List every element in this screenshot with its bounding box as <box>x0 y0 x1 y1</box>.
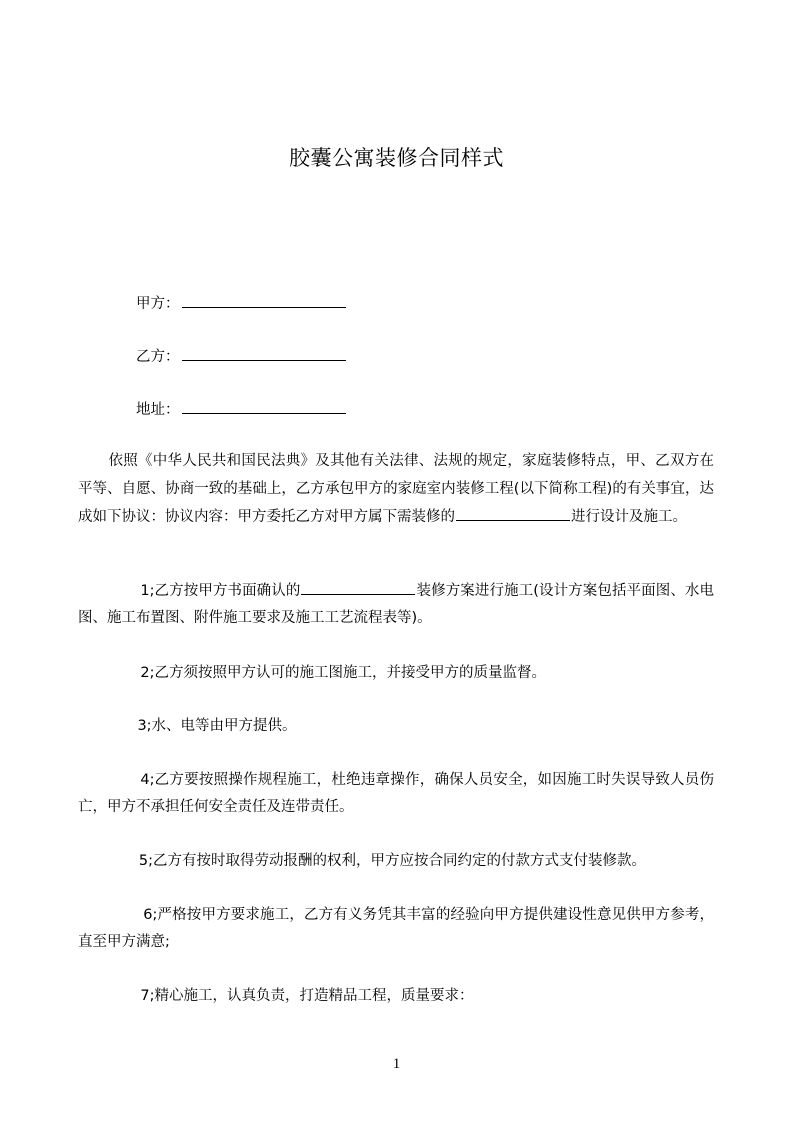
party-a-label: 甲方： <box>136 296 180 312</box>
clause-3: 3;水、电等由甲方提供。 <box>137 718 297 734</box>
document-title: 胶囊公寓装修合同样式 <box>289 146 504 170</box>
clause-5: 5;乙方有按时取得劳动报酬的权利，甲方应按合同约定的付款方式支付装修款。 <box>138 853 646 869</box>
address-line <box>136 398 346 419</box>
intro-paragraph <box>78 447 714 531</box>
clause-7: 7;精心施工，认真负责，打造精品工程，质量要求： <box>140 988 474 1004</box>
party-a-blank <box>182 293 346 308</box>
address-label: 地址： <box>136 402 180 418</box>
party-b-blank <box>182 346 346 361</box>
clause-1-text-1: 1;乙方按甲方书面确认的 <box>140 583 301 599</box>
intro-blank <box>456 506 570 521</box>
clause-6: 6;严格按甲方要求施工，乙方有义务凭其丰富的经验向甲方提供建设性意见供甲方参考，直至甲方满意; <box>78 907 714 950</box>
intro-text-1: 依照《中华人民共和国民法典》及其他有关法律、法规的规定，家庭装修特点，甲、乙双方在平等、自愿、协商一致的基础上，乙方承包甲方的家庭室内装修工程(以下简称工程)的有关事宜，达成如下协议：协议内容：甲方委托乙方对甲方属下需装修的 <box>78 453 714 525</box>
clause-4: 4;乙方要按照操作规程施工，杜绝违章操作，确保人员安全，如因施工时失误导致人员伤亡，甲方不承担任何安全责任及连带责任。 <box>78 772 714 815</box>
clause-2: 2;乙方须按照甲方认可的施工图施工，并接受甲方的质量监督。 <box>140 665 546 681</box>
party-b-line <box>136 345 346 366</box>
address-blank <box>182 399 346 414</box>
party-b-label: 乙方： <box>136 349 180 365</box>
clause-1 <box>78 578 714 632</box>
intro-text-2: 进行设计及施工。 <box>571 509 687 525</box>
clause-1-text-2: 装修方案进行施工(设计方案包括平面图、水电图、施工布置图、附件施工要求及施工工艺流程表等)。 <box>78 583 714 626</box>
party-a-line <box>136 292 346 313</box>
page-number: 1 <box>392 1056 401 1072</box>
clause-1-blank <box>301 580 415 595</box>
